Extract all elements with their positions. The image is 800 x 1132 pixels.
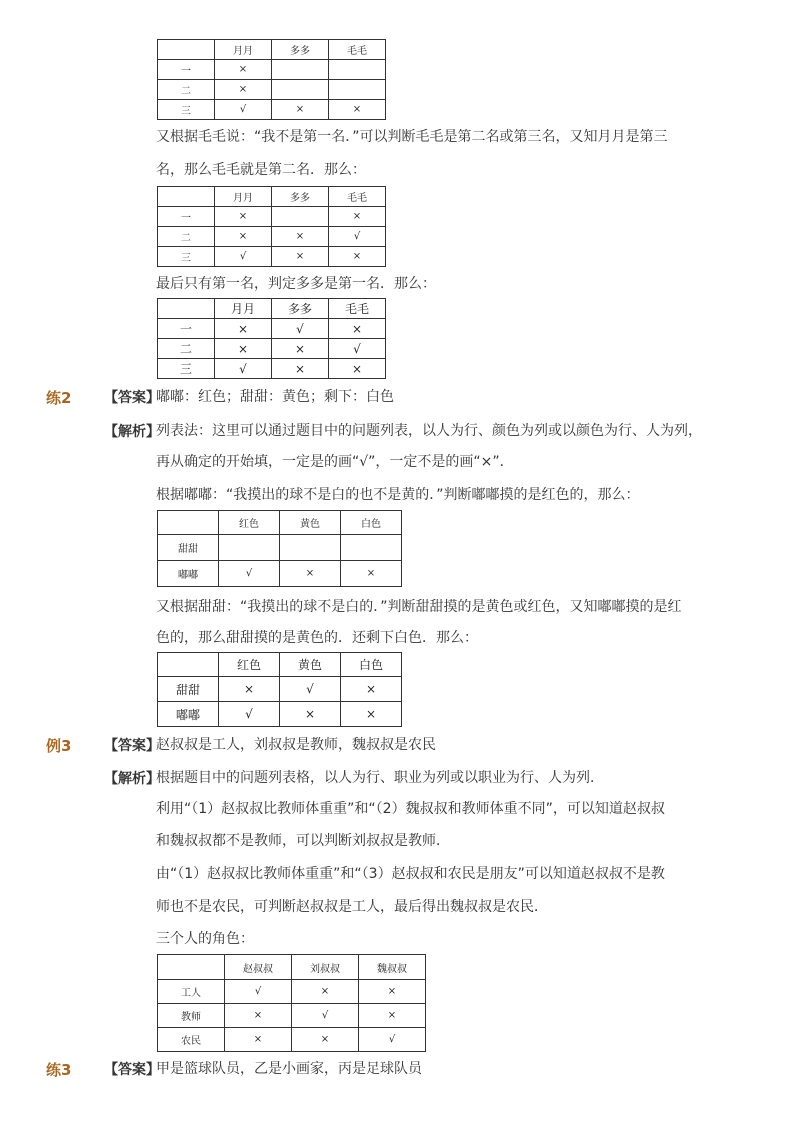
table-cell [329, 80, 386, 100]
table-cell: × [215, 207, 272, 227]
table-cell: × [329, 359, 386, 379]
table-cell: × [341, 677, 402, 702]
table-cell: × [272, 227, 329, 247]
table-cell: × [215, 80, 272, 100]
answer-tag: 【答案】 [104, 738, 160, 754]
table-cell [280, 535, 341, 561]
ranking-table-3 [157, 298, 386, 379]
table-header-cell: 月月 [215, 187, 272, 207]
answer-text: 嘟嘟：红色；甜甜：黄色；剩下：白色 [156, 389, 394, 405]
table-header-cell: 多多 [272, 187, 329, 207]
paragraph-line: 色的，那么甜甜摸的是黄色的．还剩下白色．那么： [156, 630, 478, 646]
paragraph-line: 由“（1）赵叔叔比教师体重重”和“（3）赵叔叔和农民是朋友”可以知道赵叔叔不是教 [156, 866, 665, 882]
row-label: 甜甜 [158, 535, 219, 561]
table-cell: √ [280, 677, 341, 702]
table-cell: √ [359, 1028, 426, 1052]
table-cell [329, 60, 386, 80]
table-cell: √ [329, 227, 386, 247]
table-cell [341, 535, 402, 561]
table-cell: √ [329, 339, 386, 359]
table-cell: × [215, 339, 272, 359]
table-cell [272, 80, 329, 100]
paragraph-line: 最后只有第一名，判定多多是第一名．那么： [156, 276, 436, 292]
table-cell: √ [215, 359, 272, 379]
row-label: 工人 [158, 980, 225, 1004]
table-cell: × [292, 1028, 359, 1052]
row-label: 嘟嘟 [158, 702, 219, 727]
analysis-tag: 【解析】 [104, 771, 160, 787]
table-cell: × [215, 60, 272, 80]
color-table-2 [157, 652, 402, 727]
table-header-cell: 刘叔叔 [292, 955, 359, 980]
row-label: 三 [158, 100, 215, 120]
table-header-cell: 多多 [272, 40, 329, 60]
paragraph-line: 三个人的角色： [156, 931, 254, 947]
table-header-cell: 毛毛 [329, 299, 386, 319]
row-label: 二 [158, 227, 215, 247]
table-cell: × [225, 1004, 292, 1028]
table-cell [158, 187, 215, 207]
row-label: 三 [158, 359, 215, 379]
row-label: 教师 [158, 1004, 225, 1028]
color-table-1 [157, 510, 402, 587]
table-cell: × [341, 561, 402, 587]
table-cell: × [329, 100, 386, 120]
exercise-label: 练2 [46, 389, 72, 407]
row-label: 一 [158, 207, 215, 227]
table-header-cell: 月月 [215, 299, 272, 319]
row-label: 二 [158, 339, 215, 359]
table-cell: × [280, 702, 341, 727]
table-cell: √ [225, 980, 292, 1004]
table-header-cell: 多多 [272, 299, 329, 319]
table-cell: × [329, 247, 386, 267]
row-label: 农民 [158, 1028, 225, 1052]
row-label: 甜甜 [158, 677, 219, 702]
table-cell [158, 653, 219, 677]
table-cell: × [272, 100, 329, 120]
table-cell: × [280, 561, 341, 587]
table-cell: × [225, 1028, 292, 1052]
table-header-cell: 毛毛 [329, 187, 386, 207]
paragraph-line: 和魏叔叔都不是教师，可以判断刘叔叔是教师． [156, 833, 450, 849]
paragraph-line: 根据题目中的问题列表格，以人为行、职业为列或以职业为行、人为列． [156, 770, 604, 786]
paragraph-line: 利用“（1）赵叔叔比教师体重重”和“（2）魏叔叔和教师体重不同”，可以知道赵叔叔 [156, 801, 665, 817]
ranking-table-1 [157, 39, 386, 120]
table-cell [158, 511, 219, 535]
analysis-tag: 【解析】 [104, 424, 160, 440]
answer-tag: 【答案】 [104, 390, 160, 406]
answer-text: 甲是篮球队员，乙是小画家，丙是足球队员 [156, 1061, 422, 1077]
table-cell: × [292, 980, 359, 1004]
exercise-label: 练3 [46, 1061, 72, 1079]
table-cell [219, 535, 280, 561]
table-header-cell: 魏叔叔 [359, 955, 426, 980]
paragraph-line: 列表法：这里可以通过题目中的问题列表，以人为行、颜色为列或以颜色为行、人为列， [156, 423, 702, 439]
table-header-cell: 白色 [341, 511, 402, 535]
table-header-cell: 月月 [215, 40, 272, 60]
table-cell: × [359, 1004, 426, 1028]
role-table [157, 954, 426, 1052]
table-cell: √ [272, 319, 329, 339]
row-label: 二 [158, 80, 215, 100]
paragraph-line: 再从确定的开始填，一定是的画“√”，一定不是的画“×”． [156, 454, 514, 470]
answer-text: 赵叔叔是工人，刘叔叔是教师，魏叔叔是农民 [156, 737, 436, 753]
table-header-cell: 赵叔叔 [225, 955, 292, 980]
table-cell [158, 299, 215, 319]
table-cell: × [341, 702, 402, 727]
table-header-cell: 白色 [341, 653, 402, 677]
table-cell: × [215, 319, 272, 339]
row-label: 一 [158, 319, 215, 339]
table-cell: × [272, 339, 329, 359]
table-header-cell: 黄色 [280, 511, 341, 535]
answer-tag: 【答案】 [104, 1062, 160, 1078]
table-cell: √ [292, 1004, 359, 1028]
ranking-table-2 [157, 186, 386, 267]
example-label: 例3 [46, 737, 72, 755]
paragraph-line: 名，那么毛毛就是第二名．那么： [156, 162, 366, 178]
row-label: 嘟嘟 [158, 561, 219, 587]
table-cell: × [272, 359, 329, 379]
table-cell: √ [219, 561, 280, 587]
table-cell: √ [215, 247, 272, 267]
table-cell [158, 955, 225, 980]
paragraph-line: 师也不是农民，可判断赵叔叔是工人，最后得出魏叔叔是农民． [156, 899, 548, 915]
table-cell: × [359, 980, 426, 1004]
table-cell: × [329, 319, 386, 339]
table-cell: × [329, 207, 386, 227]
table-cell: √ [215, 100, 272, 120]
table-cell: √ [219, 702, 280, 727]
paragraph-line: 根据嘟嘟：“我摸出的球不是白的也不是黄的．”判断嘟嘟摸的是红色的，那么： [156, 487, 640, 503]
paragraph-line: 又根据甜甜：“我摸出的球不是白的．”判断甜甜摸的是黄色或红色，又知嘟嘟摸的是红 [156, 599, 682, 615]
table-cell: × [215, 227, 272, 247]
paragraph-line: 又根据毛毛说：“我不是第一名．”可以判断毛毛是第二名或第三名，又知月月是第三 [156, 129, 668, 145]
row-label: 三 [158, 247, 215, 267]
table-cell [272, 207, 329, 227]
table-header-cell: 毛毛 [329, 40, 386, 60]
table-cell: × [272, 247, 329, 267]
table-cell: × [219, 677, 280, 702]
table-header-cell: 黄色 [280, 653, 341, 677]
table-cell [158, 40, 215, 60]
row-label: 一 [158, 60, 215, 80]
table-cell [272, 60, 329, 80]
table-header-cell: 红色 [219, 511, 280, 535]
table-header-cell: 红色 [219, 653, 280, 677]
